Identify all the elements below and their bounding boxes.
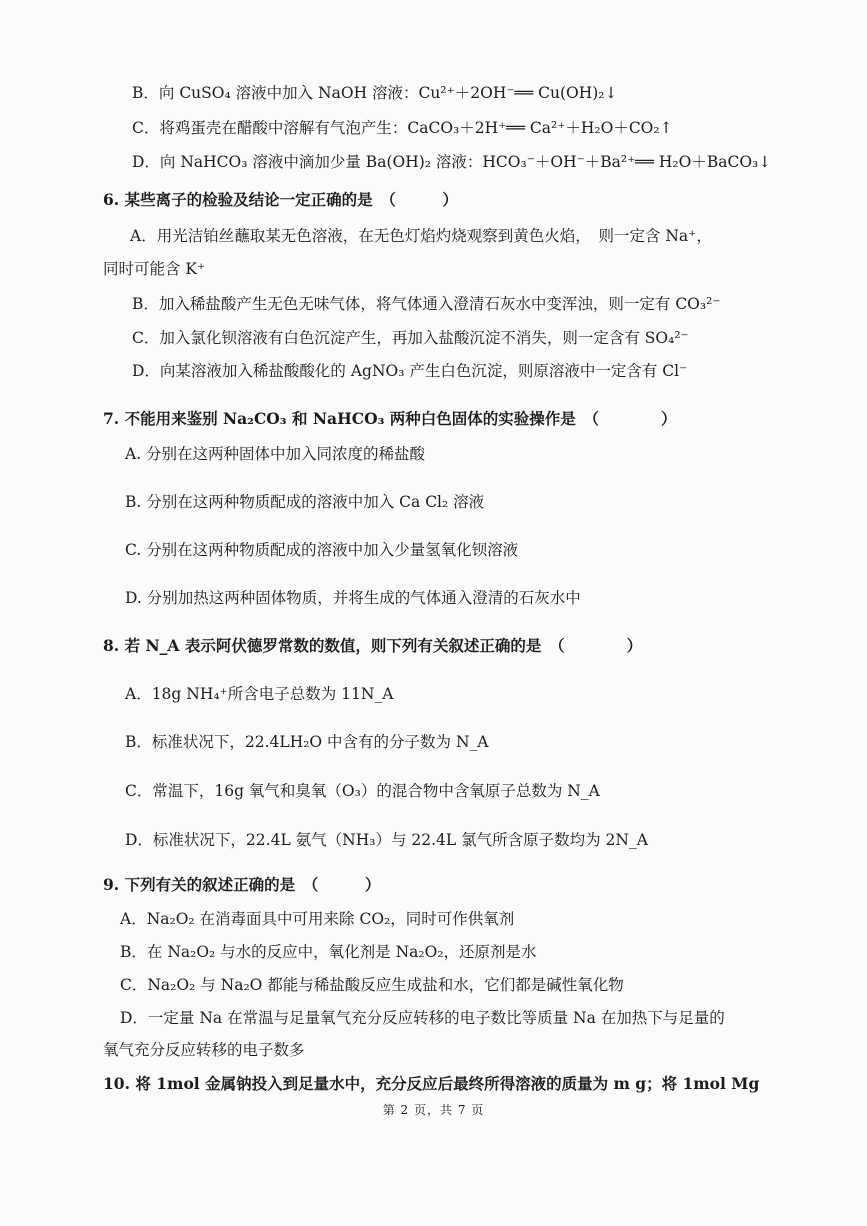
q8-option-b: B．标准状况下，22.4LH₂O 中含有的分子数为 N_A [125,733,489,751]
q6-option-a-line1: A．用光洁铂丝蘸取某无色溶液，在无色灯焰灼烧观察到黄色火焰， 则一定含 Na⁺， [130,227,712,245]
q7-option-b: B. 分别在这两种物质配成的溶液中加入 Ca Cl₂ 溶液 [125,493,485,511]
q6-stem: 6. 某些离子的检验及结论一定正确的是 （ ） [103,190,458,209]
q9-option-c: C．Na₂O₂ 与 Na₂O 都能与稀盐酸反应生成盐和水，它们都是碱性氧化物 [120,976,624,994]
q7-option-d: D. 分别加热这两种固体物质，并将生成的气体通入澄清的石灰水中 [125,589,581,607]
q9-option-d-line1: D．一定量 Na 在常温与足量氧气充分反应转移的电子数比等质量 Na 在加热下与足量的 [120,1009,725,1027]
q6-option-a-line2: 同时可能含 K⁺ [103,260,206,278]
q5-option-d: D．向 NaHCO₃ 溶液中滴加少量 Ba(OH)₂ 溶液：HCO₃⁻＋OH⁻＋Ba²⁺══ H₂O＋BaCO₃↓ [132,153,772,171]
q5-option-b: B．向 CuSO₄ 溶液中加入 NaOH 溶液：Cu²⁺＋2OH⁻══ Cu(OH)₂↓ [132,84,618,102]
q6-option-d: D．向某溶液加入稀盐酸酸化的 AgNO₃ 产生白色沉淀，则原溶液中一定含有 Cl⁻ [132,362,688,380]
q8-stem: 8. 若 N_A 表示阿伏德罗常数的数值，则下列有关叙述正确的是 （ ） [103,636,643,655]
q9-stem: 9. 下列有关的叙述正确的是 （ ） [103,875,381,894]
q7-option-c: C. 分别在这两种物质配成的溶液中加入少量氢氧化钡溶液 [125,541,519,559]
q8-option-c: C．常温下，16g 氧气和臭氧（O₃）的混合物中含氧原子总数为 N_A [125,782,600,800]
q5-option-c: C．将鸡蛋壳在醋酸中溶解有气泡产生：CaCO₃＋2H⁺══ Ca²⁺＋H₂O＋CO₂↑ [132,119,673,137]
q7-option-a: A. 分别在这两种固体中加入同浓度的稀盐酸 [125,445,426,463]
q9-option-d-line2: 氧气充分反应转移的电子数多 [103,1041,305,1059]
page-number-footer: 第 2 页，共 7 页 [382,1103,485,1117]
q9-option-a: A．Na₂O₂ 在消毒面具中可用来除 CO₂，同时可作供氧剂 [120,910,515,928]
q10-stem: 10. 将 1mol 金属钠投入到足量水中，充分反应后最终所得溶液的质量为 m g；将 1mol Mg [103,1074,760,1093]
q8-option-a: A．18g NH₄⁺所含电子总数为 11N_A [125,685,394,703]
q6-option-b: B．加入稀盐酸产生无色无味气体，将气体通入澄清石灰水中变浑浊，则一定有 CO₃²⁻ [132,295,721,313]
q9-option-b: B．在 Na₂O₂ 与水的反应中，氧化剂是 Na₂O₂，还原剂是水 [120,943,537,961]
q6-option-c: C．加入氯化钡溶液有白色沉淀产生，再加入盐酸沉淀不消失，则一定含有 SO₄²⁻ [132,329,689,347]
q8-option-d: D．标准状况下，22.4L 氨气（NH₃）与 22.4L 氯气所含原子数均为 2N_A [125,831,648,849]
q7-stem: 7. 不能用来鉴别 Na₂CO₃ 和 NaHCO₃ 两种白色固体的实验操作是 （ ） [103,409,677,428]
